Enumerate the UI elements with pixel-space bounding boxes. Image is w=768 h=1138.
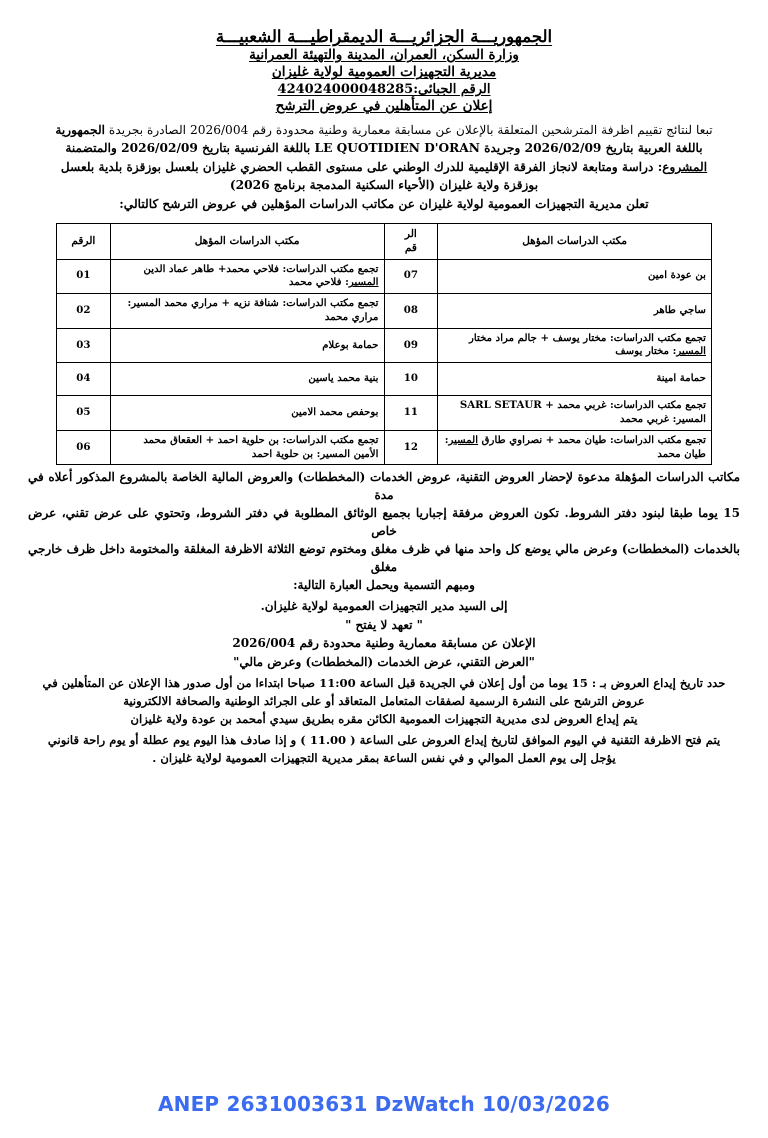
office-left-post: : مختار يوسف (615, 345, 677, 358)
col-header-num-right: الرقم (57, 224, 111, 259)
num-right-cell: 05 (57, 396, 111, 431)
num-left-cell: 10 (384, 363, 438, 396)
document-footer (0, 1092, 768, 1116)
header-ministry: وزارة السكن، العمران، المدينة والتهيئة العمرانية (249, 47, 519, 64)
deadline-paragraph (28, 675, 740, 729)
intro-line-1-bold: الجمهورية (55, 122, 106, 137)
office-right-cell (110, 259, 384, 294)
envelope-competition-ref: الإعلان عن مسابقة معمارية وطنية محدودة رقم 2026/004 (232, 636, 536, 651)
num-right-cell: 03 (57, 328, 111, 363)
col-header-num-left-line2: قم (404, 242, 417, 255)
col-header-office-left: مكتب الدراسات المؤهل (438, 224, 712, 259)
table-row (57, 363, 712, 396)
office-right-cell: حمامة بوعلام (110, 328, 384, 363)
office-right-underlined: المسير (348, 276, 379, 289)
envelope-offer-types: "العرض التقني، عرض الخدمات (المخططات) وعرض مالي" (233, 655, 535, 670)
conditions-paragraph (28, 468, 740, 594)
conditions-line-4: ومبهم التسمية ويحمل العبارة التالية: (293, 578, 475, 593)
project-description: : دراسة ومتابعة لانجاز الفرقة الإقليمية للدرك الوطني على مستوى القطب الحضري غليزان بلعسل بوزقزة بلدية بلعسل (60, 159, 663, 174)
conditions-line-3: بالخدمات (المخططات) وعرض مالي يوضع كل واحد منها في ظرف مغلق ومختوم توضع الثلاثة الاظرفة المغلقة والمختومة داخل ظرف خارجي مغلق (28, 542, 740, 575)
deadline-line-1: حدد تاريخ إيداع العروض بـ : 15 يوما من أول إعلان في الجريدة قبل الساعة 11:00 صباحا ابتداءا من أول صدور هذا الإعلان عن المتأهلين في (42, 675, 726, 690)
num-left-cell: 12 (384, 430, 438, 465)
qualified-offices-table-wrapper (56, 223, 712, 465)
office-right-post: : فلاحي محمد (289, 276, 349, 289)
intro-line-2 (28, 139, 740, 158)
qualified-offices-table (56, 223, 712, 465)
table-row (57, 328, 712, 363)
table-header-row (57, 224, 712, 259)
office-right-cell: بوحفص محمد الامين (110, 396, 384, 431)
office-left-pre: تجمع مكتب الدراسات: غربي محمد + (541, 399, 706, 412)
office-left-post: : طيان محمد (444, 433, 706, 460)
office-right-cell: تجمع مكتب الدراسات: شنافة نزيه + مراري محمد المسير: مراري محمد (110, 294, 384, 329)
num-right-cell: 01 (57, 259, 111, 294)
envelope-addressee: إلى السيد مدير التجهيزات العمومية لولاية غليزان. (260, 599, 508, 614)
num-left-cell: 08 (384, 294, 438, 329)
office-left-cell (438, 430, 712, 465)
col-header-office-right: مكتب الدراسات المؤهل (110, 224, 384, 259)
office-left-pre: تجمع مكتب الدراسات: مختار يوسف + جالم مراد مختار (469, 331, 706, 344)
office-left-company-latin: SARL SETAUR (459, 399, 542, 412)
num-left-cell: 07 (384, 259, 438, 294)
intro-paragraph (28, 121, 740, 214)
header-tax-number: الرقم الجبائى:424024000048285 (277, 81, 491, 97)
num-left-cell: 11 (384, 396, 438, 431)
office-left-cell (438, 396, 712, 431)
office-left-cell: بن عودة امين (438, 259, 712, 294)
header-directorate: مديرية التجهيزات العمومية لولاية غليزان (271, 64, 497, 81)
num-right-cell: 02 (57, 294, 111, 329)
deadline-line-2: عروض الترشح على النشرة الرسمية لصفقات المتعامل المتعاقد أو على الجرائد الوطنية والصحافة الالكترونية (123, 693, 645, 708)
table-header (57, 224, 712, 259)
intro-line-1 (28, 121, 740, 140)
table-row (57, 430, 712, 465)
newspaper-name-latin: LE QUOTIDIEN D'ORAN (314, 141, 480, 156)
num-right-cell: 04 (57, 363, 111, 396)
table-body (57, 259, 712, 465)
col-header-num-left-line1: الر (404, 228, 417, 241)
num-right-cell: 06 (57, 430, 111, 465)
office-left-underlined: المسير (676, 345, 706, 358)
col-header-num-left (384, 224, 438, 259)
opening-line-2: يؤجل إلى يوم العمل الموالي و في نفس الساعة بمقر مديرية التجهيزات العمومية لولاية غليزان . (152, 750, 616, 765)
intro-line-5: تعلن مديرية التجهيزات العمومية لولاية غليزان عن مكاتب الدراسات المؤهلين في عروض الترشح كالتالي: (119, 196, 649, 211)
intro-line-4: بوزقزة ولاية غليزان (الأحياء السكنية المدمجة برنامج 2026) (229, 178, 539, 193)
header-announcement-title: إعلان عن المتأهلين في عروض الترشح (275, 98, 493, 115)
table-row (57, 294, 712, 329)
office-left-cell (438, 328, 712, 363)
opening-line-1: يتم فتح الاظرفة التقنية في اليوم الموافق لتاريخ إيداع العروض على الساعة ( 11.00 ) و إذا صادف هذا اليوم يوم عطلة أو يوم راحة قانوني (47, 732, 721, 747)
office-right-cell: تجمع مكتب الدراسات: بن حلوية احمد + العقعاق محمد الأمين المسير: بن حلوية احمد (110, 430, 384, 465)
num-left-cell: 09 (384, 328, 438, 363)
table-row (57, 396, 712, 431)
intro-line-3 (28, 158, 740, 177)
envelope-wording-block (0, 597, 768, 671)
project-label: المشروع (662, 159, 708, 174)
envelope-do-not-open: " تعهد لا يفتح " (345, 617, 423, 632)
intro-line-2-prefix: باللغة العربية بتاريخ 2026/02/09 وجريدة (479, 141, 703, 156)
conditions-line-1: مكاتب الدراسات المؤهلة مدعوة لإحضار العروض التقنية، عروض الخدمات (المخططات) والعروض المالية الخاصة بالمشروع المذكور أعلاه في مدة (28, 470, 740, 503)
document-header (0, 0, 768, 116)
header-republic: الجمهوريـــة الجزائريـــة الديمقراطيـــة الشعبيـــة (215, 27, 553, 46)
office-left-post: المسير: غربي محمد (619, 412, 706, 425)
anep-reference: ANEP 2631003631 DzWatch 10/03/2026 (157, 1092, 611, 1116)
opening-paragraph (28, 732, 740, 768)
office-right-pre: تجمع مكتب الدراسات: فلاحي محمد+ طاهر عماد الدين (143, 262, 379, 275)
table-row (57, 259, 712, 294)
deadline-line-3: يتم إيداع العروض لدى مديرية التجهيزات العمومية الكائن مقره بطريق سيدي أمحمد بن عودة ولاية غليزان (130, 711, 638, 726)
intro-line-2-suffix: باللغة الفرنسية بتاريخ 2026/02/09 والمتضمنة (65, 141, 315, 156)
office-right-cell: بنية محمد ياسين (110, 363, 384, 396)
office-left-underlined: المسير (448, 433, 479, 446)
office-left-pre: تجمع مكتب الدراسات: طيان محمد + نصراوي طارق (478, 433, 706, 446)
office-left-cell: ساجي طاهر (438, 294, 712, 329)
office-left-cell: حمامة امينة (438, 363, 712, 396)
intro-line-1-text: تبعا لنتائج تقييم اظرفة المترشحين المتعلقة بالإعلان عن مسابقة معمارية وطنية محدودة رقم 2026/004 الصادرة بجريدة (105, 122, 713, 137)
conditions-line-2: 15 يوما طبقا لبنود دفتر الشروط. تكون العروض مرفقة إجباريا بجميع الوثائق المطلوبة في دفتر الشروط، وتحتوي على عرض تقني، عرض خاص (28, 506, 740, 539)
